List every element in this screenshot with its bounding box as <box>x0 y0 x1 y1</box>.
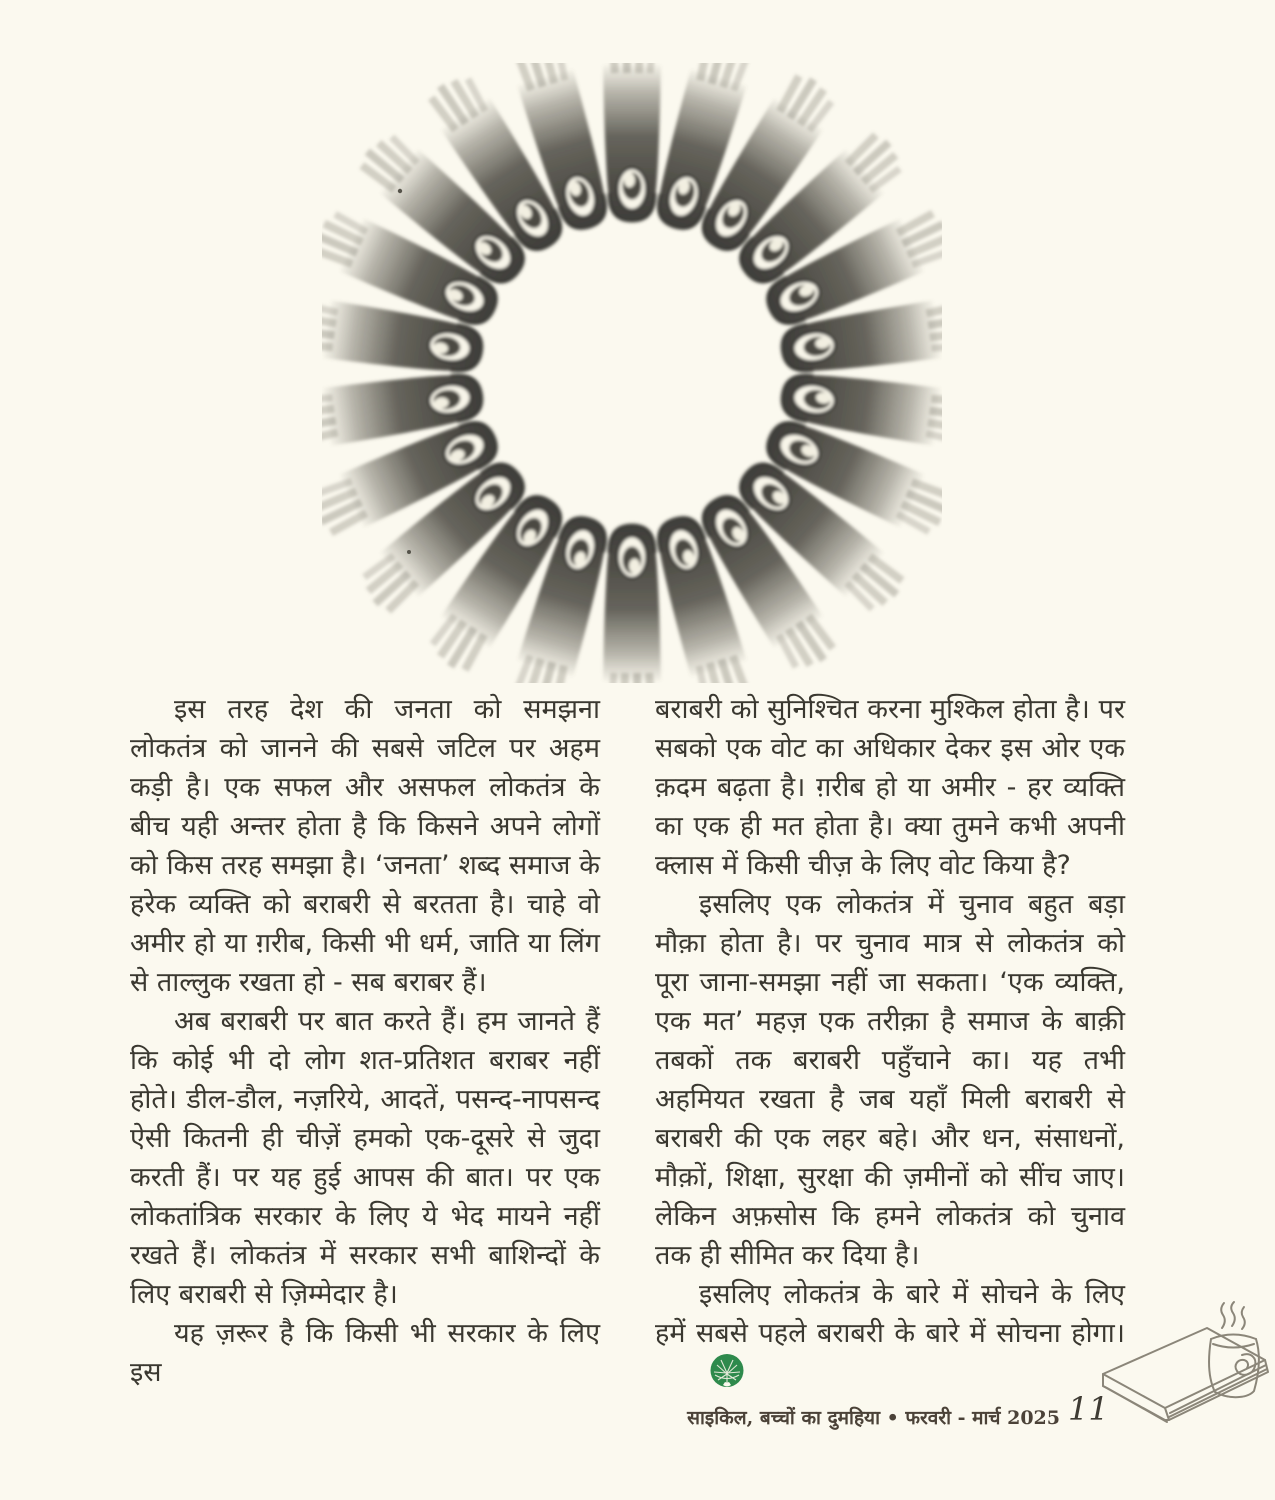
end-of-article-logo-icon <box>665 1353 701 1389</box>
page-number: 11 <box>1068 1390 1109 1428</box>
article-right-column <box>655 690 1125 1392</box>
paragraph: इस तरह देश की जनता को समझना लोकतंत्र को जानने की सबसे जटिल पर अहम कड़ी है। एक सफल और असफल लोकतंत्र के बीच यही अन्तर होता है कि किसने अपने लोगों को किस तरह समझा है। ‘जनता’ शब्द समाज के हरेक व्यक्ति को बराबरी से बरतता है। चाहे वो अमीर हो या ग़रीब, किसी भी धर्म, जाति या लिंग से ताल्लुक रखता हो - सब बराबर हैं। <box>130 694 600 998</box>
paragraph <box>655 1275 1125 1392</box>
book-and-mug-illustration <box>1095 1298 1275 1460</box>
paragraph-text: इसलिए लोकतंत्र के बारे में सोचने के लिए हमें सबसे पहले बराबरी के बारे में सोचना होगा। <box>655 1279 1125 1349</box>
article-body <box>130 690 1125 1392</box>
paragraph: इसलिए एक लोकतंत्र में चुनाव बहुत बड़ा मौक़ा होता है। पर चुनाव मात्र से लोकतंत्र को पूरा जाना-समझा नहीं जा सकता। ‘एक व्यक्ति, एक मत’ महज़ एक तरीक़ा है समाज के बाक़ी तबकों तक बराबरी पहुँचाने का। यह तभी अहमियत रखता है जब यहाँ मिली बराबरी से बराबरी की एक लहर बहे। और धन, संसाधनों, मौक़ों, शिक्षा, सुरक्षा की ज़मीनों को सींच जाए। लेकिन अफ़सोस कि हमने लोकतंत्र को चुनाव तक ही सीमित कर दिया है। <box>655 889 1125 1271</box>
finger-circle-illustration <box>322 63 942 683</box>
paragraph: यह ज़रूर है कि किसी भी सरकार के लिए इस <box>130 1318 600 1388</box>
article-left-column <box>130 690 600 1392</box>
publication-line: साइकिल, बच्चों का दुमहिया • फरवरी - मार्च 2025 <box>687 1407 1060 1429</box>
paragraph: बराबरी को सुनिश्चित करना मुश्किल होता है। पर सबको एक वोट का अधिकार देकर इस ओर एक क़दम बढ़ता है। ग़रीब हो या अमीर - हर व्यक्ति का एक ही मत होता है। क्या तुमने कभी अपनी क्लास में किसी चीज़ के लिए वोट किया है? <box>655 694 1125 881</box>
paragraph: अब बराबरी पर बात करते हैं। हम जानते हैं कि कोई भी दो लोग शत-प्रतिशत बराबर नहीं होते। डील-डौल, नज़रिये, आदतें, पसन्द-नापसन्द ऐसी कितनी ही चीज़ें हमको एक-दूसरे से जुदा करती हैं। पर यह हुई आपस की बात। पर एक लोकतांत्रिक सरकार के लिए ये भेद मायने नहीं रखते हैं। लोकतंत्र में सरकार सभी बाशिन्दों के लिए बराबरी से ज़िम्मेदार है। <box>130 1006 600 1310</box>
